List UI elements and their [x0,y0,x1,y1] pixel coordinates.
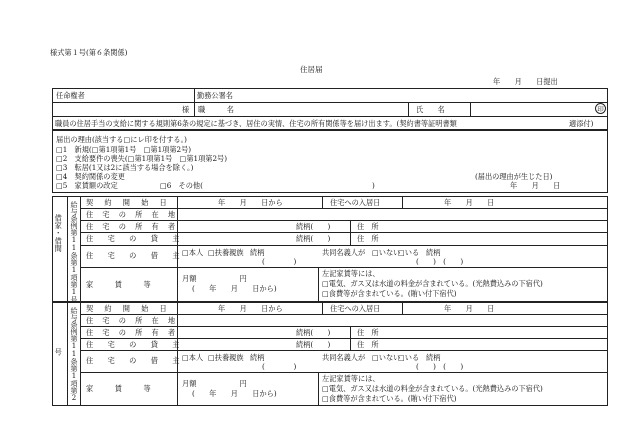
borrower-relation-field[interactable]: ( ) [262,257,297,266]
form-number: 様式第１号(第６条関係) [50,48,128,57]
co-name-label: 共同名義人が [322,248,366,257]
co-name-none-2[interactable]: □いない [372,353,401,362]
move-in-label: 住宅への入居日 [330,198,381,207]
lender-residence: 住 所 [357,234,379,243]
borrower-label: 住 宅 の 借 主 [86,251,180,260]
submission-date[interactable]: 年 月 日提出 [493,77,558,86]
owner-label-2: 住 宅 の 所 有 者 [86,328,177,337]
contract-start-date[interactable]: 年 月 日から [218,198,283,207]
co-relation-field-2[interactable]: ( ) ( ) [416,362,464,371]
post-label: 職 名 [198,105,234,114]
borrower-label-2: 住 宅 の 借 主 [86,356,180,365]
co-relation: 続柄 [426,248,441,257]
rent-period[interactable]: ( 年 月 日から) [192,284,277,293]
reason-1[interactable]: □1 新規(□第1項第1号 □第1項第2号) [56,145,192,154]
move-in-date[interactable]: 年 月 日 [444,198,495,207]
reason-6-close: ) [372,181,375,190]
rent-note-1: 左記家賃等には、 [322,269,380,278]
lender-residence-2: 住 所 [357,340,379,349]
co-name-label-2: 共同名義人が [322,353,366,362]
self-checkbox[interactable]: □本人 [182,248,204,257]
dependent-checkbox[interactable]: □扶養親族 [208,248,244,257]
owner-residence: 住 所 [357,222,379,231]
self-checkbox-2[interactable]: □本人 [182,353,204,362]
reason-4[interactable]: □4 契約関係の変更 [56,172,125,181]
address-label-2: 住 宅 の 所 在 地 [86,316,177,325]
rent-note-3[interactable]: □食費等が含まれている。(賄い付下宿代) [322,289,457,298]
occurrence-label: (届出の理由が生じた日) [475,172,553,181]
lender-relation[interactable]: 続柄( ) [296,234,331,243]
rent-label: 家 賃 等 [86,280,151,289]
owner-residence-2: 住 所 [357,328,379,337]
name-label: 氏 名 [416,105,445,114]
rent-note-2-2[interactable]: □電気、ガス又は水道の料金が含まれている。(光熱費込みの下宿代) [322,384,543,393]
seal-icon: 印 [595,103,606,114]
borrower-relation: 続柄 [250,248,265,257]
honorific-label: 様 [182,105,190,114]
reason-5[interactable]: □5 家賃額の改定 [56,181,118,190]
owner-relation-2[interactable]: 続柄( ) [296,328,331,337]
lender-relation-2[interactable]: 続柄( ) [296,340,331,349]
monthly-rent-2[interactable]: 月額 円 [182,379,247,388]
rent-period-2[interactable]: ( 年 月 日から) [192,389,277,398]
owner-label: 住 宅 の 所 有 者 [86,222,177,231]
workplace-label: 勤務公署名 [197,91,233,100]
co-relation-field[interactable]: ( ) ( ) [416,257,464,266]
declaration-text: 職員の住居手当の支給に関する規則第6条の規定に基づき、居住の実情、住宅の所有関係等を届け出ます。(契約書等証明書類 [55,119,457,128]
reasons-heading: 届出の理由(該当する□にレ印を付する。) [56,135,187,144]
reason-2[interactable]: □2 支給要件の喪失(□第1項第1号 □第1項第2号) [56,154,228,163]
contract-start-label-2: 契 約 開 始 日 [86,304,169,313]
appointer-label: 任命権者 [56,91,85,100]
declaration-end: 適添付) [569,119,594,128]
lender-label: 住 宅 の 貸 主 [86,234,180,243]
contract-start-label: 契 約 開 始 日 [86,198,169,207]
co-name-none[interactable]: □いない [372,248,401,257]
borrower-relation-field-2[interactable]: ( ) [262,362,297,371]
co-name-exist[interactable]: □いる [398,248,420,257]
occurrence-date[interactable]: 年 月 日 [510,181,561,190]
section-2-side-label: 号 [54,348,64,356]
lender-label-2: 住 宅 の 貸 主 [86,340,180,349]
section-1-article-label: 給与条例第11条第1項第1号 [70,201,78,303]
owner-relation[interactable]: 続柄( ) [296,222,331,231]
section-1-side-label: 借家・借間 [54,214,64,253]
rent-note-2[interactable]: □電気、ガス又は水道の料金が含まれている。(光熱費込みの下宿代) [322,279,543,288]
move-in-date-2[interactable]: 年 月 日 [444,304,495,313]
page-title: 住居届 [300,65,323,74]
rent-note-3-2[interactable]: □食費等が含まれている。(賄い付下宿代) [322,394,457,403]
reason-3[interactable]: □3 転居(1又は2に該当する場合を除く。) [56,163,194,172]
address-label: 住 宅 の 所 在 地 [86,210,177,219]
co-name-exist-2[interactable]: □いる [398,353,420,362]
monthly-rent[interactable]: 月額 円 [182,274,247,283]
contract-start-date-2[interactable]: 年 月 日から [218,304,283,313]
rent-label-2: 家 賃 等 [86,384,151,393]
reason-6[interactable]: □6 その他( [160,181,203,190]
move-in-label-2: 住宅への入居日 [330,304,381,313]
section-2-article-label: 給与条例第11条第1項第2 [70,307,78,402]
rent-note-1-2: 左記家賃等には、 [322,374,380,383]
borrower-relation-2: 続柄 [250,353,265,362]
dependent-checkbox-2[interactable]: □扶養親族 [208,353,244,362]
co-relation-2: 続柄 [426,353,441,362]
